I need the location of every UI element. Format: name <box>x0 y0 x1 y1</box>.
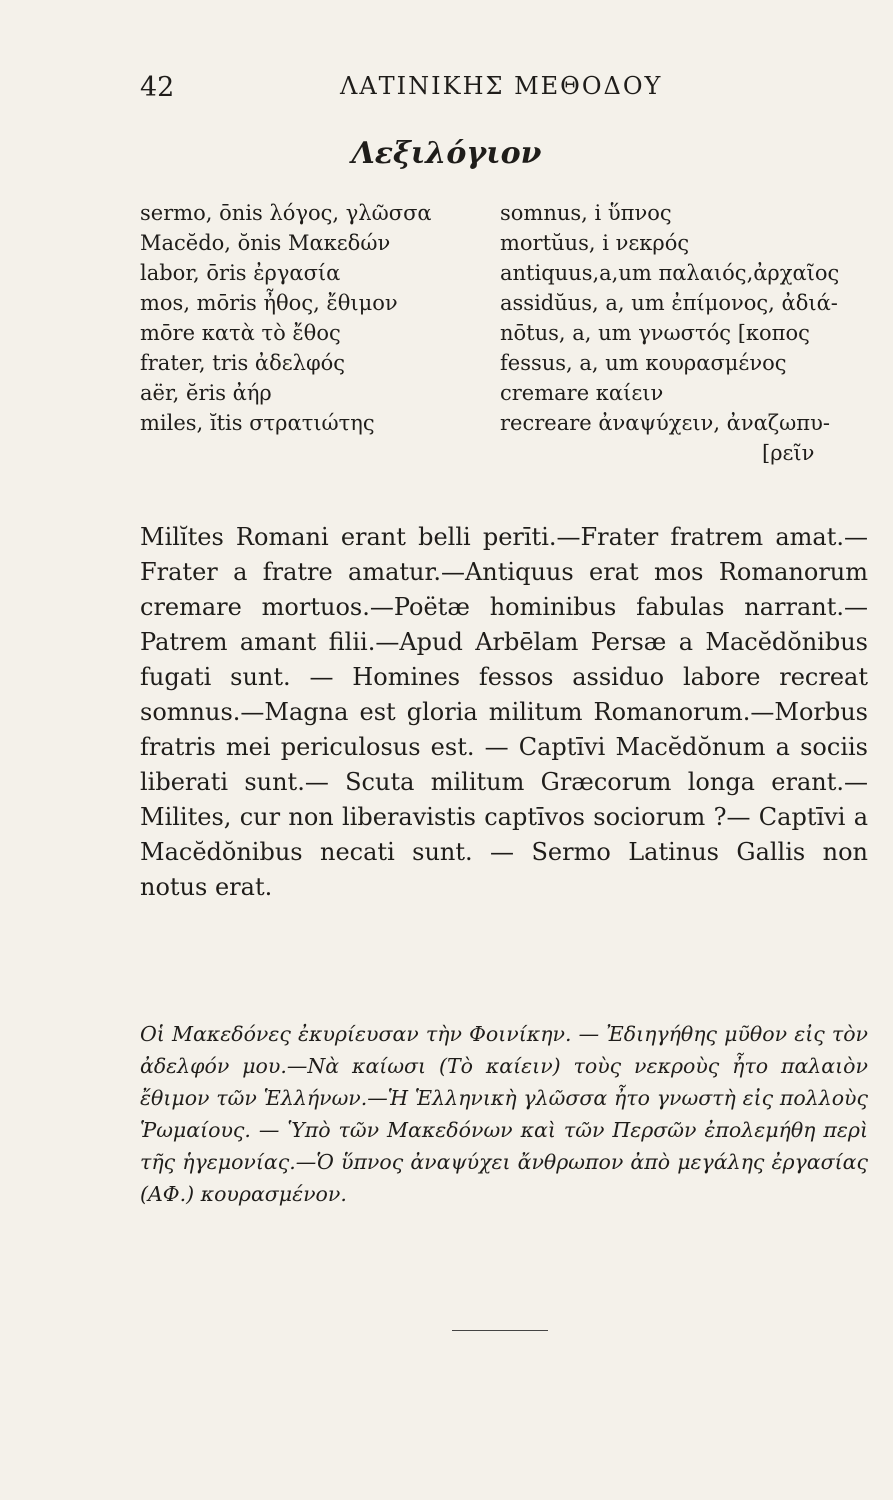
vocab-entry: somnus, i ὕπνος <box>500 201 672 225</box>
page-number: 42 <box>140 72 175 103</box>
vocab-entry: frater, tris ἀδελφός <box>140 351 346 375</box>
vocab-entry: antiquus,a,um παλαιός,ἀρχαῖος <box>500 261 840 285</box>
page-header <box>140 72 760 112</box>
vocab-entry-continuation: [ρεῖν <box>762 441 815 465</box>
vocab-entry: assidŭus, a, um ἐπίμονος, ἀδιά- <box>500 291 838 315</box>
vocab-entry: mortŭus, i νεκρός <box>500 231 690 255</box>
section-title: Λεξιλόγιον <box>351 136 542 171</box>
vocab-entry: recreare ἀναψύχειν, ἀναζωπυ- <box>500 411 830 435</box>
running-title: ΛΑΤΙΝΙΚΗΣ ΜΕΘΟΔΟΥ <box>340 72 663 100</box>
vocab-entry: mōre κατὰ τὸ ἔθος <box>140 321 341 345</box>
vocab-entry: labor, ōris ἐργασία <box>140 261 341 285</box>
vocab-entry: aër, ĕris ἀήρ <box>140 381 272 405</box>
vocab-entry: sermo, ōnis λόγος, γλῶσσα <box>140 201 432 225</box>
vocab-entry: fessus, a, um κουρασμένος <box>500 351 787 375</box>
vocabulary-right-column <box>500 198 880 468</box>
greek-exercise-paragraph: Οἱ Μακεδόνες ἐκυρίευσαν τὴν Φοινίκην. — Ἐδιηγήθης μῦθον εἰς τὸν ἀδελφόν μου.—Νὰ καίωσι (Τὸ καίειν) τοὺς νεκροὺς ἦτο παλαιὸν ἔθιμον τῶν Ἑλλήνων.—Ἡ Ἑλληνικὴ γλῶσσα ἦτο γνωστὴ εἰς πολλοὺς Ῥωμαίους. — Ὑπὸ τῶν Μακεδόνων καὶ τῶν Περσῶν ἐπολεμήθη περὶ τῆς ἡγεμονίας.—Ὁ ὕπνος ἀναψύχει ἄνθρωπον ἀπὸ μεγάλης ἐργασίας (ΑΦ.) κουρασμένον. <box>140 1022 868 1206</box>
vocab-entry: nōtus, a, um γνωστός [κοπος <box>500 321 810 345</box>
vocab-entry: cremare καίειν <box>500 381 664 405</box>
section-divider <box>452 1330 548 1331</box>
vocab-entry: miles, ĭtis στρατιώτης <box>140 411 375 435</box>
vocab-entry: mos, mōris ἦθος, ἔθιμον <box>140 291 398 315</box>
vocabulary-left-column <box>140 198 520 438</box>
latin-exercise-paragraph: Milĭtes Romani erant belli perīti.—Frater fratrem amat.—Frater a fratre amatur.—Antiquus erat mos Romanorum cremare mortuos.—Poëtæ hominibus fabulas narrant.—Patrem amant filii.—Apud Arbēlam Persæ a Macĕdŏnibus fugati sunt. — Homines fessos assiduo labore recreat somnus.—Magna est gloria militum Romanorum.—Morbus fratris mei periculosus est. — Captīvi Macĕdŏnum a sociis liberati sunt.— Scuta militum Græcorum longa erant.—Milites, cur non liberavistis captīvos sociorum ?— Captīvi a Macĕdŏnibus necati sunt. — Sermo Latinus Gallis non notus erat. <box>140 523 868 901</box>
vocab-entry: Macĕdo, ŏnis Μακεδών <box>140 231 391 255</box>
